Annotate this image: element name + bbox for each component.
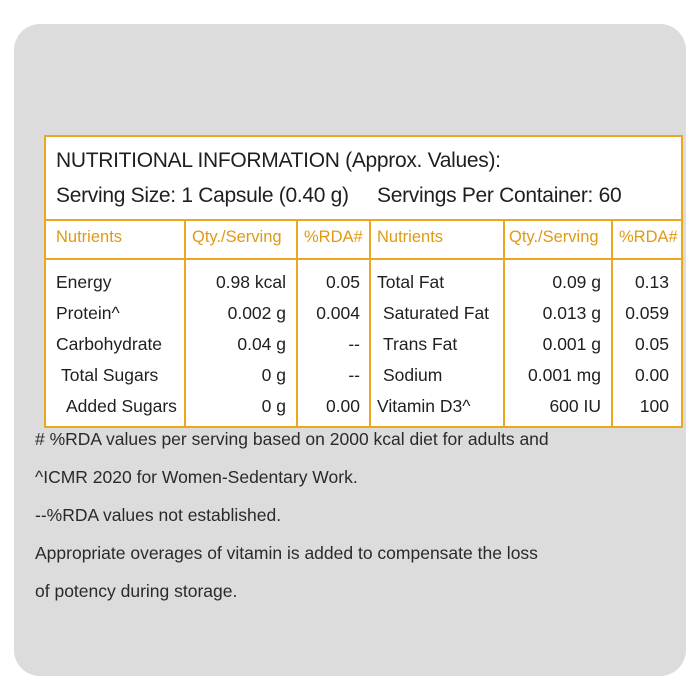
header-top-rule (46, 219, 681, 221)
nutrient-rda: 0.00 (634, 365, 669, 385)
serving-size: Serving Size: 1 Capsule (0.40 g) (56, 184, 349, 207)
footnote-line: ^ICMR 2020 for Women-Sedentary Work. (35, 467, 358, 487)
nutrient-qty: 0.013 g (542, 303, 601, 323)
nutrient-qty: 0 g (261, 396, 286, 416)
footnote-line: of potency during storage. (35, 581, 238, 601)
nutrient-qty: 0.98 kcal (215, 272, 286, 292)
column-divider-center (369, 219, 371, 426)
nutrient-name: Total Sugars (61, 365, 159, 385)
nutrient-rda: 0.05 (325, 272, 360, 292)
column-header-nutrients: Nutrients (56, 228, 123, 246)
nutrient-qty: 0.001 mg (528, 365, 601, 385)
nutrient-rda: -- (348, 365, 360, 385)
nutrition-table (44, 135, 683, 428)
nutrient-rda: 0.059 (625, 303, 669, 323)
nutrient-name: Carbohydrate (56, 334, 163, 354)
table-title: NUTRITIONAL INFORMATION (Approx. Values): (56, 149, 501, 172)
footnote-line: # %RDA values per serving based on 2000 kcal diet for adults and (35, 429, 549, 449)
nutrient-qty: 0.002 g (227, 303, 286, 323)
nutrient-name: Energy (56, 272, 112, 292)
nutrient-qty: 600 IU (549, 396, 601, 416)
nutrient-name: Protein^ (56, 303, 120, 323)
nutrient-name: Saturated Fat (383, 303, 490, 323)
column-header-qty: Qty./Serving (192, 228, 282, 246)
header-bottom-rule (46, 258, 681, 260)
nutrient-name: Vitamin D3^ (377, 396, 471, 416)
nutrient-rda: 0.05 (634, 334, 669, 354)
footnote-line: --%RDA values not established. (35, 505, 282, 525)
nutrient-rda: 0.00 (325, 396, 360, 416)
column-header-qty: Qty./Serving (509, 228, 599, 246)
nutrient-rda: 100 (639, 396, 669, 416)
nutrient-name: Added Sugars (66, 396, 177, 416)
footnotes (35, 428, 675, 618)
nutrient-rda: 0.13 (634, 272, 669, 292)
footnote-line: Appropriate overages of vitamin is added to compensate the loss (35, 543, 538, 563)
column-header-nutrients: Nutrients (377, 228, 444, 246)
nutrient-qty: 0.09 g (552, 272, 601, 292)
servings-per-container: Servings Per Container: 60 (377, 184, 622, 207)
nutrient-qty: 0 g (261, 365, 286, 385)
nutrient-rda: 0.004 (316, 303, 360, 323)
column-header-rda: %RDA# (304, 228, 363, 246)
label-card (14, 24, 686, 676)
nutrient-name: Total Fat (377, 272, 445, 292)
nutrient-qty: 0.04 g (237, 334, 286, 354)
nutrient-qty: 0.001 g (542, 334, 601, 354)
nutrient-rda: -- (348, 334, 360, 354)
nutrient-name: Trans Fat (383, 334, 458, 354)
column-header-rda: %RDA# (619, 228, 678, 246)
nutrient-name: Sodium (383, 365, 443, 385)
